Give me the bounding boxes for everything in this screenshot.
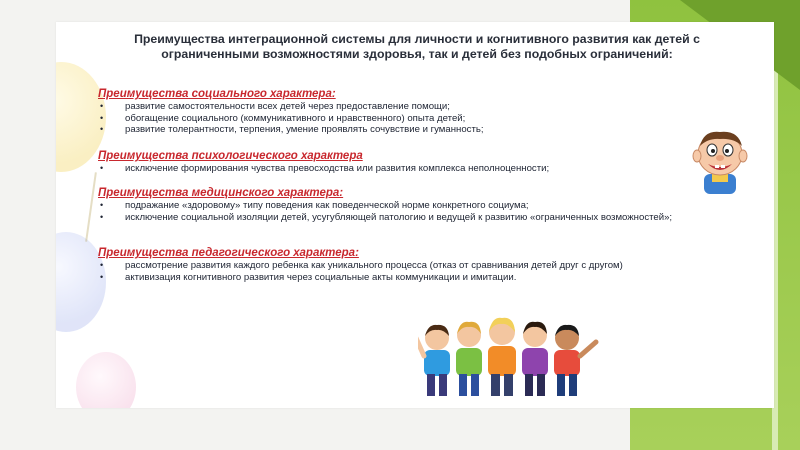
balloon-decoration [76, 352, 136, 408]
section-psychological [98, 150, 708, 175]
list-item: • исключение социальной изоляции детей, усугубляющей патологию и ведущей к развитию «ограниченных возможностей»; [98, 212, 708, 224]
list-item: • обогащение социального (коммуникативного и нравственного) опыта детей; [98, 113, 708, 125]
section-pedagogical [98, 247, 708, 283]
list-item: • подражание «здоровому» типу поведения как поведенческой норме конкретного социума; [98, 200, 708, 212]
section-medical [98, 187, 708, 223]
section-heading: Преимущества медицинского характера: [98, 187, 344, 199]
slide-canvas [56, 22, 774, 408]
section-heading: Преимущества психологического характера [98, 150, 363, 162]
section-social [98, 88, 708, 136]
list-item: • исключение формирования чувства превосходства или развития комплекса неполноценности; [98, 163, 708, 175]
list-item: • развитие самостоятельности всех детей через предоставление помощи; [98, 101, 708, 113]
children-group-icon [418, 308, 608, 403]
section-heading: Преимущества педагогического характера: [98, 247, 359, 259]
slide-title: Преимущества интеграционной системы для личности и когнитивного развития как детей с ограниченными возможностями здоровья, так и детей без подобных ограничений: [134, 32, 700, 61]
bullet-list [98, 200, 708, 223]
bullet-list [98, 260, 708, 283]
list-item: • активизация когнитивного развития через социальные акты коммуникации и имитации. [98, 272, 708, 284]
cartoon-boy-icon [690, 126, 750, 196]
bullet-list [98, 101, 708, 136]
section-heading: Преимущества социального характера: [98, 88, 336, 100]
balloon-string [85, 172, 97, 242]
bullet-list [98, 163, 708, 175]
list-item: • рассмотрение развития каждого ребенка как уникального процесса (отказ от сравнивания детей друг с другом) [98, 260, 708, 272]
list-item: • развитие толерантности, терпения, умение проявлять сочувствие и гуманность; [98, 124, 708, 136]
